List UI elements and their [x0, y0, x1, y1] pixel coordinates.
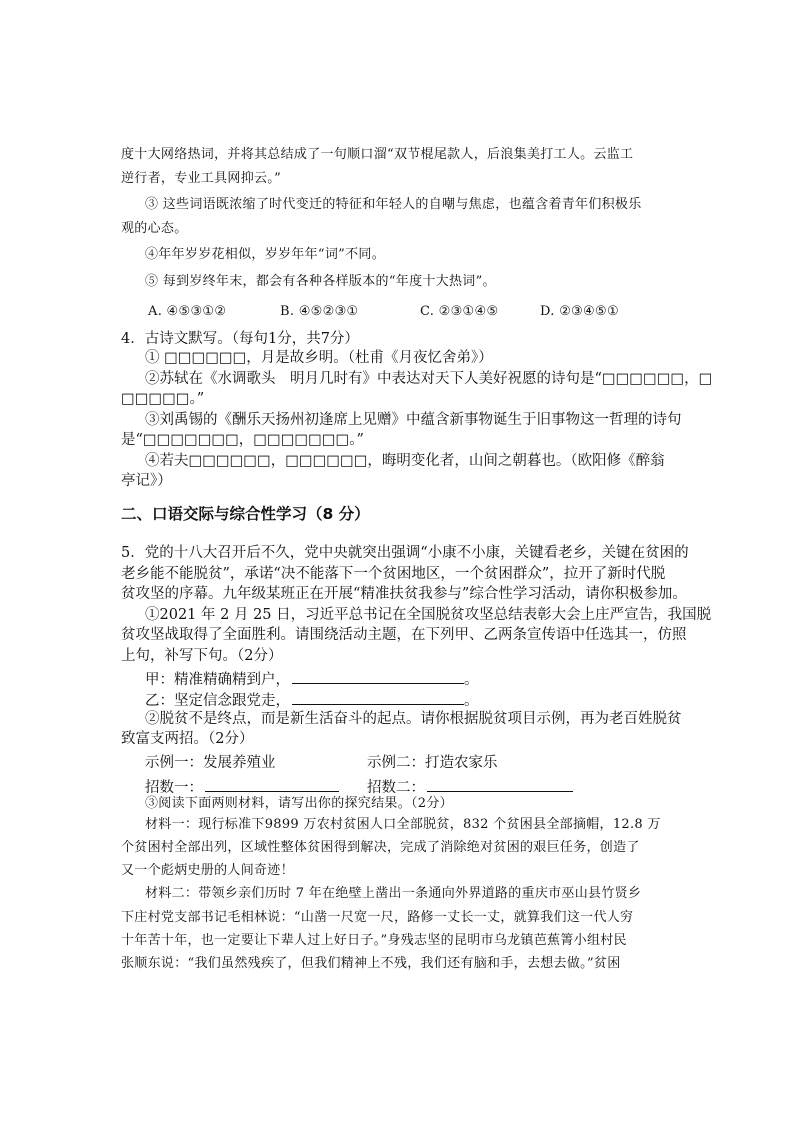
q5-jia-row — [145, 669, 479, 688]
q4-line-6: ④若夫□□□□□□，□□□□□□，晦明变化者，山间之朝暮也。（欧阳修《醉翁 — [145, 453, 665, 469]
q3-option-a: A. ④⑤③①② — [148, 304, 227, 319]
q5-part3: ③阅读下面两则材料，请写出你的探究结果。（2分） — [145, 796, 453, 811]
material-2-line-3: 十年苦十年，也一定要让下辈人过上好日子。”身残志坚的昆明市乌龙镇芭蕉箐小组村民 — [121, 933, 627, 948]
q5-jia-label: 甲：精准精确精到户， — [145, 672, 290, 688]
q3-sentence-5: ⑤ 每到岁终年末，都会有各种各样版本的“年度十大热词”。 — [145, 274, 496, 289]
q4-title: 4．古诗文默写。（每句1分，共7分） — [121, 331, 359, 347]
q5-yi-label: 乙：坚定信念跟党走， — [145, 693, 290, 709]
q4-line-3: □□□□□。” — [121, 391, 205, 407]
q5-tip-1-blank[interactable] — [205, 777, 339, 792]
q5-part1-line-3: 上句，补写下句。（2分） — [121, 648, 283, 664]
q4-line-2: ②苏轼在《水调歌头 明月几时有》中表达对天下人美好祝愿的诗句是“□□□□□□，□ — [145, 371, 713, 387]
q5-tip-2-blank[interactable] — [427, 777, 573, 792]
q5-tip-1-row — [145, 777, 339, 796]
q3-text-line: 逆行者，专业工具网抑云。” — [121, 171, 282, 186]
q5-part2-line-2: 致富支两招。（2分） — [121, 731, 254, 747]
q5-yi-answer-blank[interactable] — [292, 690, 464, 705]
q3-option-b: B. ④⑤②③① — [280, 304, 359, 319]
q4-line-1: ① □□□□□□，月是故乡明。（杜甫《月夜忆舍弟》） — [145, 350, 493, 366]
section-heading: 二、口语交际与综合性学习（8 分） — [121, 505, 370, 523]
q5-example-1: 示例一：发展养殖业 — [145, 755, 276, 771]
q5-part1-line-2: 贫攻坚战取得了全面胜利。请围绕活动主题，在下列甲、乙两条宣传语中任选其一，仿照 — [121, 627, 687, 643]
q5-tip-2-label: 招数二： — [367, 780, 425, 796]
material-1-line-1: 材料一：现行标准下9899 万农村贫困人口全部脱贫，832 个贫困县全部摘帽，12.8 万 — [145, 817, 661, 832]
q4-line-7: 亭记》） — [121, 473, 172, 489]
q3-option-c: C. ②③①④⑤ — [420, 304, 499, 319]
q3-sentence-3-cont: 观的心态。 — [121, 221, 188, 236]
material-2-line-2: 下庄村党支部书记毛相林说：“山凿一尺宽一尺，路修一丈长一丈，就算我们这一代人穷 — [121, 910, 634, 925]
q5-part1-line-1: ①2021 年 2 月 25 日，习近平总书记在全国脱贫攻坚总结表彰大会上庄严宣告，我国脱 — [145, 607, 712, 623]
q5-line-2: 老乡能不能脱贫”，承诺“决不能落下一个贫困地区，一个贫困群众”，拉开了新时代脱 — [121, 566, 666, 582]
q5-yi-period: 。 — [464, 693, 479, 709]
q5-jia-answer-blank[interactable] — [292, 669, 464, 684]
q5-jia-period: 。 — [464, 672, 479, 688]
material-2-line-4: 张顺东说：“我们虽然残疾了，但我们精神上不残，我们还有脑和手，去想去做。”贫困 — [121, 956, 621, 971]
q5-line-3: 贫攻坚的序幕。九年级某班正在开展“精准扶贫我参与”综合性学习活动，请你积极参加。 — [121, 586, 687, 602]
q4-line-4: ③刘禹锡的《酬乐天扬州初逢席上见赠》中蕴含新事物诞生于旧事物这一哲理的诗句 — [145, 412, 682, 428]
material-2-line-1: 材料二：带领乡亲们历时 7 年在绝壁上凿出一条通向外界道路的重庆市巫山县竹贤乡 — [145, 886, 642, 901]
q4-line-5: 是“□□□□□□□，□□□□□□□。” — [121, 432, 364, 448]
q5-tip-2-row — [367, 777, 573, 796]
q5-yi-row — [145, 690, 479, 709]
q5-line-1: 5．党的十八大召开后不久，党中央就突出强调“小康不小康，关键看老乡，关键在贫困的 — [121, 545, 689, 561]
q5-example-2: 示例二：打造农家乐 — [367, 755, 498, 771]
q3-text-line: 度十大网络热词，并将其总结成了一句顺口溜“双节棍尾款人，后浪集美打工人。云监工 — [121, 147, 634, 162]
q3-sentence-3: ③ 这些词语既浓缩了时代变迁的特征和年轻人的自嘲与焦虑，也蕴含着青年们积极乐 — [145, 197, 642, 212]
material-1-line-3: 又一个彪炳史册的人间奇迹！ — [121, 863, 294, 878]
q5-part2-line-1: ②脱贫不是终点，而是新生活奋斗的起点。请你根据脱贫项目示例，再为老百姓脱贫 — [145, 711, 682, 727]
q3-sentence-4: ④年年岁岁花相似，岁岁年年“词”不同。 — [145, 247, 385, 262]
q5-tip-1-label: 招数一： — [145, 780, 203, 796]
material-1-line-2: 个贫困村全部出列，区域性整体贫困得到解决，完成了消除绝对贫困的艰巨任务，创造了 — [121, 840, 640, 855]
q3-option-d: D. ②③④⑤① — [540, 304, 619, 319]
